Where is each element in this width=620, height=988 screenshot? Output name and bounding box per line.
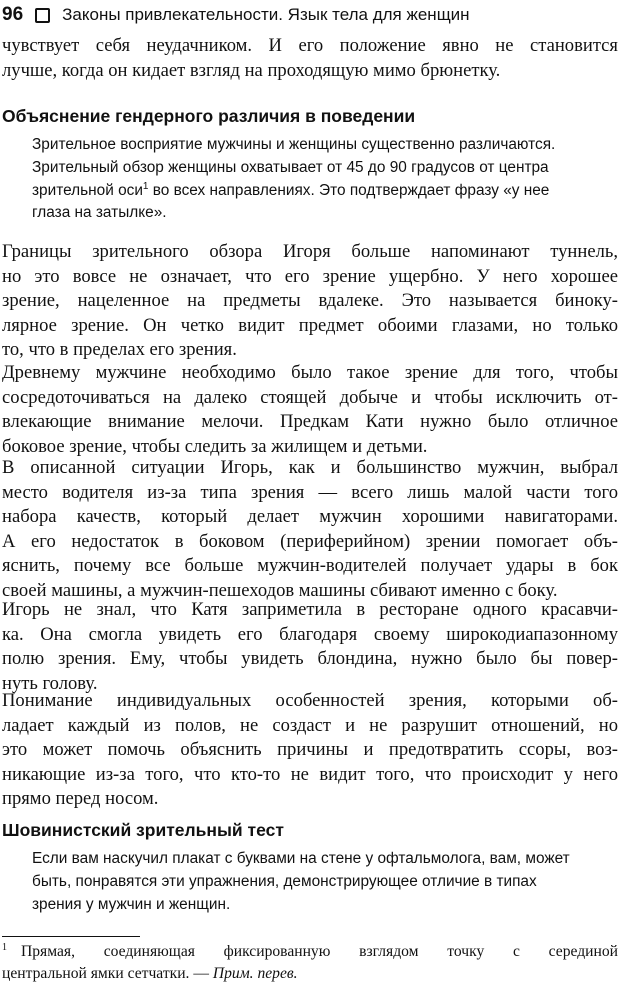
text-line: место водителя из-за типа зрения — всего лишь малой части того xyxy=(2,481,618,503)
footnote-text: центральной ямки сетчатки. — xyxy=(2,965,213,982)
inset-line: быть, понравятся эти упражнения, демонстрирующее отличие в типах xyxy=(32,872,537,890)
inset-note-vision xyxy=(32,134,594,225)
footnote-divider xyxy=(2,936,140,937)
inset-note-test xyxy=(32,848,594,916)
square-bullet-icon xyxy=(35,8,50,23)
footnote-marker: 1 xyxy=(2,941,7,953)
text-line: то, что в пределах его зрения. xyxy=(2,339,237,360)
footnote-text: Прямая, соединяющая фиксированную взглядом точку с серединой xyxy=(21,943,618,960)
body-paragraph xyxy=(2,689,618,812)
body-paragraph xyxy=(2,598,618,696)
text-line: В описанной ситуации Игорь, как и большинство мужчин, выбрал xyxy=(2,457,618,478)
text-line: Древнему мужчине необходимо было такое зрение для того, чтобы xyxy=(2,362,618,383)
text-line: нуть голову. xyxy=(2,672,98,694)
page-number: 96 xyxy=(2,4,24,25)
section-heading-vision-test: Шовинистский зрительный тест xyxy=(2,820,284,840)
inset-line: Зрительное восприятие мужчины и женщины существенно различаются. xyxy=(32,136,556,153)
text-line: лучше, когда он кидает взгляд на проходящую мимо брюнетку. xyxy=(2,59,501,81)
footnote-line xyxy=(2,941,618,963)
inset-line: глаза на затылке». xyxy=(32,204,167,222)
text-line: никающие из-за того, что кто-то не видит того, что происходит у него xyxy=(2,763,618,785)
text-line: лярное зрение. Он четко видит предмет обоими глазами, но только xyxy=(2,314,618,336)
text-line: набора качеств, который делает мужчин хорошими навигаторами. xyxy=(2,506,618,527)
text-line: Границы зрительного обзора Игоря больше напоминают туннель, xyxy=(2,241,618,262)
running-head xyxy=(2,2,470,28)
text-line: Понимание индивидуальных особенностей зрения, которыми об- xyxy=(2,690,618,711)
body-paragraph xyxy=(2,456,618,603)
text-line: ка. Она смогла увидеть его благодаря своему широкодиапазонному xyxy=(2,623,618,645)
text-line: ладает каждый из полов, не создаст и не разрушит отношений, но xyxy=(2,714,618,736)
text-line: это может помочь объяснить причины и предотвратить ссоры, воз- xyxy=(2,739,618,760)
intro-paragraph xyxy=(2,34,618,83)
footnote-ref: 1 xyxy=(142,180,149,192)
translator-note: Прим. перев. xyxy=(212,965,298,982)
inset-line: Зрительный обзор женщины охватывает от 45 до 90 градусов от центра xyxy=(32,158,549,176)
body-paragraph xyxy=(2,361,618,459)
text-line: Игорь не знал, что Катя заприметила в ресторане одного красавчи- xyxy=(2,599,618,620)
section-heading-gender-difference: Объяснение гендерного различия в поведении xyxy=(2,106,416,126)
inset-line-part: зрительной оси xyxy=(32,181,143,199)
footnote-line xyxy=(2,963,618,985)
text-line: яснить, почему все больше мужчин-водителей получает удары в бок xyxy=(2,555,618,576)
inset-line-part: во всех направлениях. Это подтверждает фразу «у нее xyxy=(152,181,550,199)
body-paragraph xyxy=(2,240,618,363)
text-line: но это вовсе не означает, что его зрение ущербно. У него хорошее xyxy=(2,265,618,287)
inset-line: зрения у мужчин и женщин. xyxy=(32,895,231,913)
text-line: прямо перед носом. xyxy=(2,788,159,809)
text-line: сосредоточиваться на далеко стоящей добыче и чтобы исключить от- xyxy=(2,386,618,408)
text-line: зрение, нацеленное на предметы вдалеке. Это называется биноку- xyxy=(2,290,618,311)
running-title: Законы привлекательности. Язык тела для женщин xyxy=(62,5,470,24)
inset-line xyxy=(32,180,594,203)
text-line: влекающие внимание мелочи. Предкам Кати нужно было отличное xyxy=(2,411,618,432)
inset-line: Если вам наскучил плакат с буквами на стене у офтальмолога, вам, может xyxy=(32,850,570,867)
text-line: своей машины, а мужчин-пешеходов машины сбивают именно с боку. xyxy=(2,579,558,601)
text-line: боковое зрение, чтобы следить за жилищем и детьми. xyxy=(2,435,428,457)
footnote xyxy=(2,941,618,985)
text-line: полю зрения. Ему, чтобы увидеть блондина, нужно было бы повер- xyxy=(2,648,618,669)
text-line: А его недостаток в боковом (периферийном) зрении помогает объ- xyxy=(2,530,618,552)
text-line: чувствует себя неудачником. И его положение явно не становится xyxy=(2,35,618,56)
